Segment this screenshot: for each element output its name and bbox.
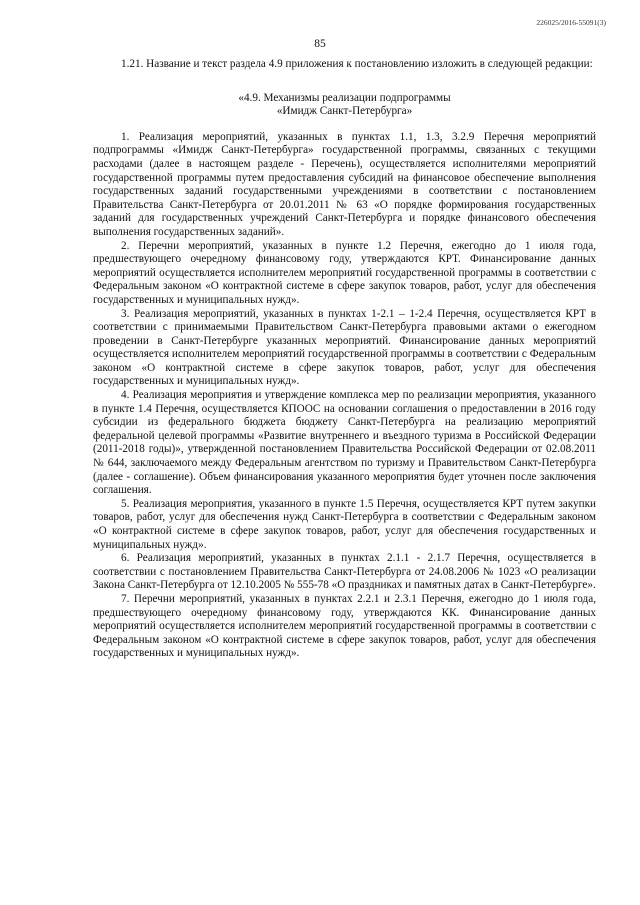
document-body: [93, 58, 596, 661]
paragraph-2: 2. Перечни мероприятий, указанных в пункте 1.2 Перечня, ежегодно до 1 июля года, предшествующего очередному финансовому году, утверждаются КРТ. Финансирование данных мероприятий осуществляется исполнителем мероприятий государственной программы в соответствии с Федеральным законом «О контрактной системе в сфере закупок товаров, работ, услуг для обеспечения государственных и муниципальных нужд».: [93, 239, 596, 306]
page-number: 85: [314, 38, 326, 50]
section-heading: [93, 92, 596, 119]
paragraph-3: 3. Реализация мероприятий, указанных в пунктах 1-2.1 – 1-2.4 Перечня, осуществляется КРТ в соответствии с принимаемыми Правительством Санкт-Петербурга правовыми актами о ежегодном проведении в Санкт-Петербурге указанных мероприятий. Финансирование данных мероприятий осуществляется исполнителем мероприятий государственной программы в соответствии с Федеральным законом «О контрактной системе в сфере закупок товаров, работ, услуг для обеспечения государственных и муниципальных нужд».: [93, 307, 596, 388]
paragraph-4: 4. Реализация мероприятия и утверждение комплекса мер по реализации мероприятия, указанного в пункте 1.4 Перечня, осуществляется КПООС на основании соглашения о предоставлении в 2016 году субсидии из федерального бюджета бюджету Санкт-Петербурга на реализацию мероприятий федеральной целевой программы «Развитие внутреннего и въездного туризма в Российской Федерации (2011-2018 годы)», утвержденной постановлением Правительства Российской Федерации от 02.08.2011 № 644, заключаемого между Федеральным агентством по туризму и Правительством Санкт-Петербурга (далее - соглашение). Объем финансирования указанного мероприятия будет уточнен после заключения соглашения.: [93, 389, 596, 497]
paragraph-1: 1. Реализация мероприятий, указанных в пунктах 1.1, 1.3, 3.2.9 Перечня мероприятий подпрограммы «Имидж Санкт-Петербурга» государственной программы, связанных с текущими расходами (далее в настоящем разделе - Перечень), осуществляется исполнителями мероприятий государственной программы путем предоставления субсидий на финансовое обеспечение выполнения государственных заданий государственными учреждениями в соответствии с постановлением Правительства Санкт-Петербурга от 20.01.2011 № 63 «О порядке формирования государственных заданий для государственных учреждений Санкт-Петербурга и порядке финансового обеспечения выполнения государственных заданий».: [93, 130, 596, 238]
paragraph-7: 7. Перечни мероприятий, указанных в пунктах 2.2.1 и 2.3.1 Перечня, ежегодно до 1 июля года, предшествующего очередному финансовому году, утверждаются КК. Финансирование данных мероприятий осуществляется исполнителем мероприятий государственной программы в соответствии с Федеральным законом «О контрактной системе в сфере закупок товаров, работ, услуг для обеспечения государственных и муниципальных нужд».: [93, 592, 596, 660]
document-id: 226025/2016-55091(3): [536, 18, 606, 27]
intro-paragraph: 1.21. Название и текст раздела 4.9 приложения к постановлению изложить в следующей редакции:: [121, 58, 593, 70]
section-heading-line-2: «Имидж Санкт-Петербурга»: [276, 105, 413, 118]
paragraph-6: 6. Реализация мероприятий, указанных в пунктах 2.1.1 - 2.1.7 Перечня, осуществляется в соответствии с постановлением Правительства Санкт-Петербурга от 24.08.2006 № 1023 «О реализации Закона Санкт-Петербурга от 12.10.2005 № 555-78 «О праздниках и памятных датах в Санкт-Петербурге».: [93, 552, 596, 592]
paragraph-5: 5. Реализация мероприятия, указанного в пункте 1.5 Перечня, осуществляется КРТ путем закупки товаров, работ, услуг для обеспечения нужд Санкт-Петербурга в соответствии с Федеральным законом «О контрактной системе в сфере закупок товаров, работ, услуг для обеспечения государственных и муниципальных нужд».: [93, 497, 596, 551]
section-heading-line-1: «4.9. Механизмы реализации подпрограммы: [238, 91, 451, 104]
